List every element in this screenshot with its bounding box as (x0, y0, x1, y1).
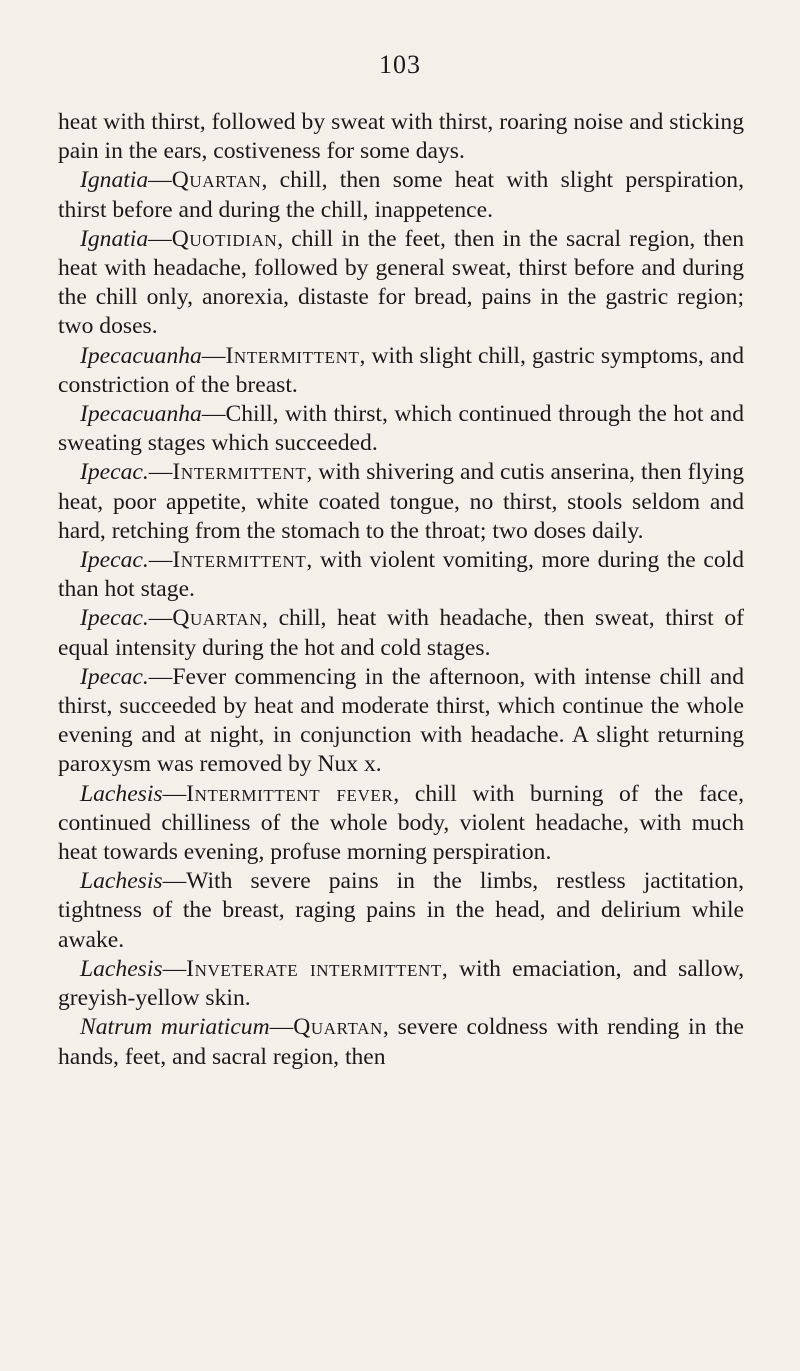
separator: — (162, 780, 187, 807)
paragraph-text: , chill with burning of the face, continued chilliness of the whole body, violent headache, with much heat towards evening, profuse morning perspiration. (58, 780, 744, 866)
remedy-name: Ignatia (80, 167, 149, 194)
paragraph-ipecac-quartan (58, 604, 744, 662)
separator: — (162, 868, 187, 895)
separator: — (148, 167, 172, 194)
remedy-name: Ipecac. (80, 663, 149, 690)
separator: — (148, 605, 173, 632)
remedy-name: Ipecacuanha (80, 342, 202, 369)
paragraph-ignatia-quotidian (58, 225, 744, 342)
paragraph-text: , with violent vomiting, more during the cold than hot stage. (58, 547, 744, 603)
page-body (58, 108, 744, 1072)
paragraph-text: , chill, heat with headache, then sweat, thirst of equal intensity during the hot and cold stages. (58, 605, 744, 661)
separator: — (148, 663, 173, 690)
paragraph-text: Fever commencing in the afternoon, with intense chill and thirst, succeeded by heat and moderate thirst, which continue the whole evening and at night, in conjunction with headache. A slight returning paroxysm was removed by Nux x. (58, 663, 744, 778)
fever-type: Intermittent (172, 547, 307, 574)
paragraph-text: , with emaciation, and sallow, greyish-yellow skin. (58, 955, 744, 1012)
paragraph-ipecacuanha-intermittent (58, 342, 744, 400)
paragraph-lachesis-inveterate (58, 955, 744, 1013)
paragraph-text: , chill in the feet, then in the sacral region, then heat with headache, followed by general sweat, thirst before and during the chill only, anorexia, distaste for bread, pains in the gastric region; two doses. (58, 225, 744, 340)
remedy-name: Lachesis (80, 868, 163, 895)
fever-type: Quartan (171, 167, 262, 194)
remedy-name: Ipecacuanha (80, 401, 202, 428)
separator: — (148, 225, 172, 252)
paragraph-text: , with slight chill, gastric symptoms, and constriction of the breast. (58, 342, 744, 398)
paragraph-lachesis-intermittent (58, 780, 744, 868)
fever-type: Quartan (172, 605, 263, 632)
paragraph-text: Chill, with thirst, which continued through the hot and sweating stages which succeeded. (58, 401, 744, 457)
remedy-name: Lachesis (80, 955, 163, 982)
paragraph-continuation (58, 108, 744, 166)
separator: — (148, 459, 173, 486)
paragraph-ipecac-fever (58, 663, 744, 780)
fever-type: Quartan (293, 1014, 383, 1041)
remedy-name: Ignatia (80, 225, 149, 252)
paragraph-text: heat with thirst, followed by sweat with thirst, roaring noise and sticking pain in the ears, costiveness for some days. (58, 109, 744, 165)
paragraph-ignatia-quartan (58, 166, 744, 224)
paragraph-ipecac-intermittent-2 (58, 546, 744, 604)
remedy-name: Ipecac. (80, 547, 149, 574)
paragraph-ipecacuanha-chill (58, 400, 744, 458)
fever-type: Intermittent (172, 459, 307, 486)
paragraph-natrum-muriaticum-quartan (58, 1013, 744, 1071)
separator: — (269, 1014, 294, 1041)
fever-type: Intermittent fever (186, 780, 394, 807)
paragraph-ipecac-intermittent-1 (58, 458, 744, 546)
separator: — (162, 955, 187, 982)
remedy-name: Ipecac. (80, 459, 149, 486)
paragraph-text: , severe coldness with rending in the hands, feet, and sacral region, then (58, 1014, 744, 1070)
remedy-name: Ipecac. (80, 605, 149, 632)
paragraph-text: With severe pains in the limbs, restless jactitation, tightness of the breast, raging pains in the head, and delirium while awake. (58, 868, 744, 953)
separator: — (201, 401, 226, 428)
paragraph-text: , with shivering and cutis anserina, then flying heat, poor appetite, white coated tongue, no thirst, stools seldom and hard, retching from the stomach to the throat; two doses daily. (58, 459, 744, 544)
paragraph-lachesis-pains (58, 867, 744, 955)
page-number: 103 (379, 50, 421, 79)
fever-type: Quotidian (171, 225, 278, 252)
fever-type: Inveterate intermittent (186, 955, 442, 982)
remedy-name: Lachesis (80, 780, 163, 807)
remedy-name: Natrum muriaticum (80, 1014, 270, 1041)
fever-type: Intermittent (225, 342, 360, 369)
paragraph-text: , chill, then some heat with slight perspiration, thirst before and during the chill, inappetence. (58, 167, 744, 223)
separator: — (201, 342, 226, 369)
separator: — (148, 547, 173, 574)
